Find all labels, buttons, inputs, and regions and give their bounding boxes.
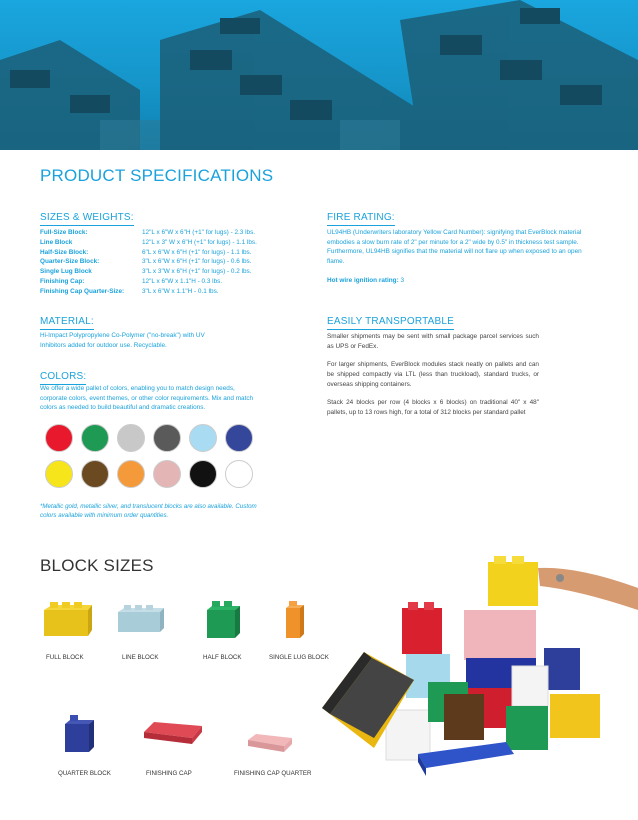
- hero-banner: [0, 0, 638, 150]
- finishing-cap-quarter-image: [244, 730, 296, 756]
- finishing-cap-quarter-label: FINISHING CAP QUARTER: [234, 770, 312, 777]
- size-row: [40, 267, 290, 277]
- stacked-blocks-photo: [318, 548, 638, 788]
- color-swatch: [225, 460, 253, 488]
- size-value: 6"L x 6"W x 6"H (+1" for lugs) - 1.1 lbs.: [142, 248, 252, 256]
- color-swatch: [45, 424, 73, 452]
- quarter-block-label: QUARTER BLOCK: [58, 770, 111, 777]
- size-name: Full-Size Block:: [40, 229, 88, 236]
- transport-text: [327, 332, 539, 426]
- color-swatch: [81, 424, 109, 452]
- hot-wire-value: 3: [400, 277, 405, 284]
- size-value: 12"L x 3" W x 6"H (+1" for lugs) - 1.1 lbs.: [142, 238, 257, 246]
- size-value: 12"L x 6"W x 1.1"H - 0.3 lbs.: [142, 277, 223, 285]
- finishing-cap-image: [140, 718, 204, 748]
- fire-rating-text: UL94HB (Underwriters laboratory Yellow Card Number): signifying that EverBlock material embodies a slow burn rate of 2" per minute for a 2" wide by 0.5" in thickness test sample. Furthermore, UL94HB signifies that the material will not flare up when exposed to an open flame.: [327, 229, 582, 265]
- size-name: Finishing Cap:: [40, 277, 85, 285]
- hot-wire-label: Hot wire ignition rating:: [327, 277, 399, 284]
- color-swatches: [45, 424, 265, 488]
- size-name: Finishing Cap Quarter-Size:: [40, 287, 125, 295]
- color-swatch: [117, 424, 145, 452]
- color-swatch: [81, 460, 109, 488]
- colors-title: COLORS:: [40, 371, 86, 385]
- size-name: Half-Size Block:: [40, 248, 89, 256]
- size-name: Line Block: [40, 238, 73, 246]
- color-swatch: [225, 424, 253, 452]
- page-title: PRODUCT SPECIFICATIONS: [40, 166, 274, 185]
- size-row: [40, 277, 290, 287]
- transport-paragraph: Smaller shipments may be sent with small package parcel services such as UPS or FedEx.: [327, 333, 539, 350]
- size-value: 3"L x 6"W x 6"H (+1" for lugs) - 0.6 lbs.: [142, 258, 252, 266]
- size-value: 3"L x 3"W x 6"H (+1" for lugs) - 0.2 lbs.: [142, 268, 252, 276]
- size-row: [40, 257, 290, 267]
- color-swatch: [189, 460, 217, 488]
- color-swatch: [153, 424, 181, 452]
- single-lug-block-image: [284, 600, 306, 640]
- size-name: Single Lug Block: [40, 268, 92, 276]
- block-sizes-title: BLOCK SIZES: [40, 556, 154, 575]
- material-title: MATERIAL:: [40, 316, 94, 330]
- half-block-label: HALF BLOCK: [203, 654, 242, 661]
- size-value: 3"L x 6"W x 1.1"H - 0.1 lbs.: [142, 287, 219, 295]
- half-block-image: [204, 600, 242, 640]
- size-row: [40, 228, 290, 238]
- size-name: Quarter-Size Block:: [40, 258, 100, 266]
- transport-paragraph: For larger shipments, EverBlock modules stack neatly on pallets and can be shipped compactly via LTL (less than truckload), standard trucks, or overseas shipping containers.: [327, 361, 539, 388]
- colors-text: We offer a wide pallet of colors, enabling you to match design needs, corporate colors, event themes, or other color requirements. Mix and match colors as needed to build beautiful and dramatic creations.: [40, 385, 254, 412]
- line-block-label: LINE BLOCK: [122, 654, 159, 661]
- size-row: [40, 248, 290, 258]
- transport-paragraph: Stack 24 blocks per row (4 blocks x 6 blocks) on traditional 40" x 48" pallets, up to 13 rows high, for a total of 312 blocks per standard pallet: [327, 399, 539, 416]
- color-swatch: [153, 460, 181, 488]
- hot-wire-rating: [327, 277, 404, 284]
- quarter-block-image: [62, 714, 96, 754]
- single-lug-block-label: SINGLE LUG BLOCK: [269, 654, 329, 661]
- transport-title: EASILY TRANSPORTABLE: [327, 316, 454, 330]
- fire-rating-title: FIRE RATING:: [327, 212, 395, 226]
- size-row: [40, 238, 290, 248]
- color-swatch: [45, 460, 73, 488]
- finishing-cap-label: FINISHING CAP: [146, 770, 192, 777]
- sizes-table: [40, 228, 290, 297]
- size-row: [40, 287, 290, 297]
- material-text: Hi-Impact Polypropylene Co-Polymer ("no-break") with UV Inhibitors added for outdoor use. Recyclable.: [40, 332, 205, 349]
- size-value: 12"L x 6"W x 6"H (+1" for lugs) - 2.3 lbs.: [142, 229, 256, 236]
- hero-blocks-illustration: [0, 0, 638, 150]
- color-swatch: [189, 424, 217, 452]
- sizes-title: SIZES & WEIGHTS:: [40, 212, 134, 226]
- full-block-label: FULL BLOCK: [46, 654, 84, 661]
- colors-note: *Metallic gold, metallic silver, and translucent blocks are also available. Custom colors available with minimum order quantities.: [40, 503, 257, 519]
- line-block-image: [116, 604, 166, 638]
- color-swatch: [117, 460, 145, 488]
- full-block-image: [42, 600, 92, 640]
